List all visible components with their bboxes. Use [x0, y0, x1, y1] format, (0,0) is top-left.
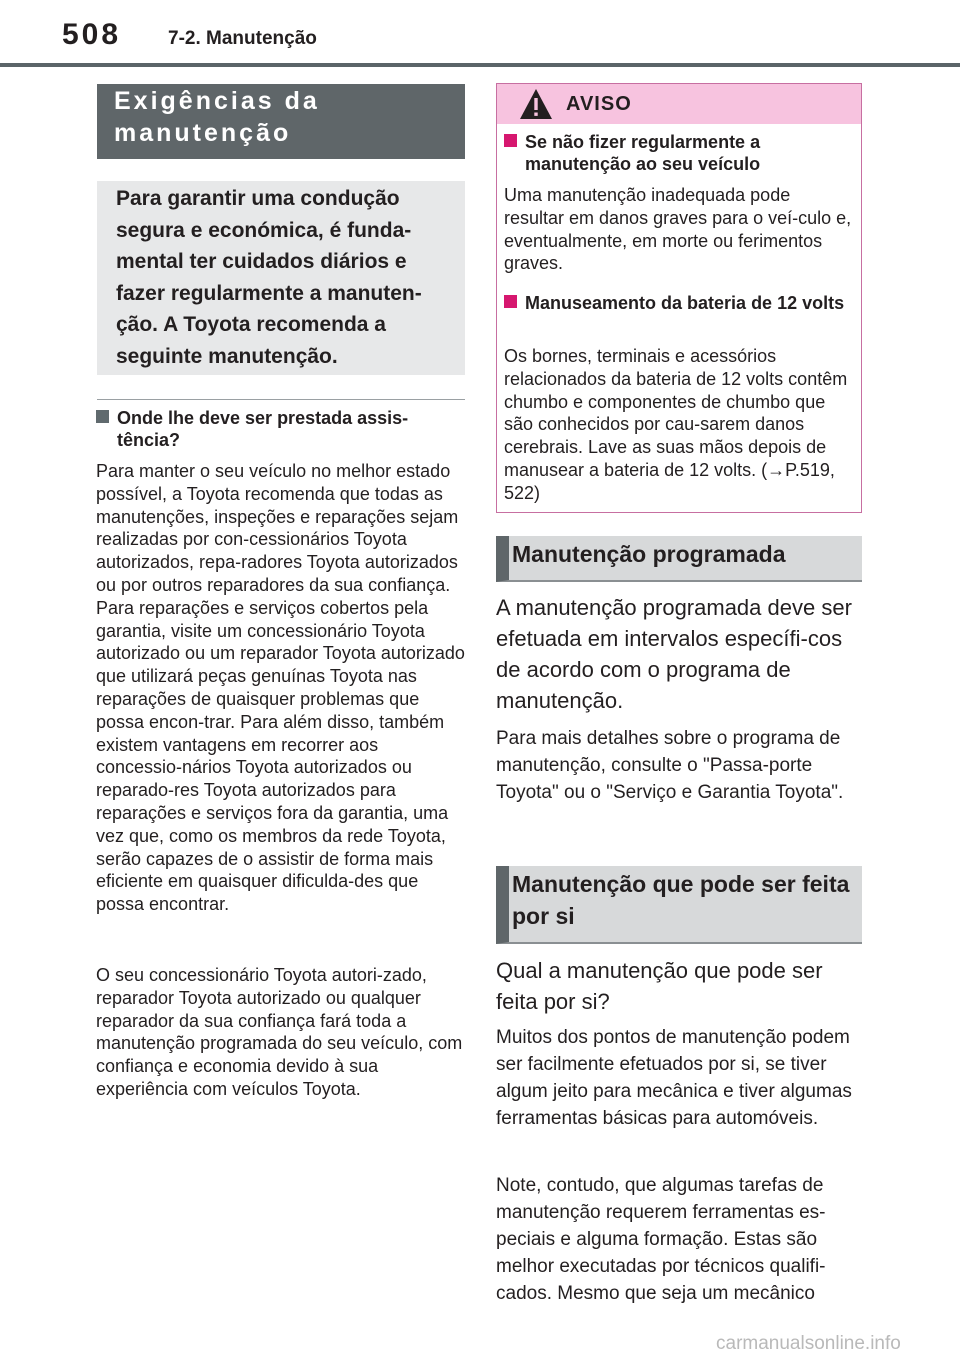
- page-number: 508: [62, 18, 122, 51]
- square-bullet-icon: [504, 134, 517, 147]
- warning-item-heading-label: Se não fizer regularmente a manutenção ao seu veículo: [525, 132, 761, 174]
- warning-item-heading: [504, 292, 854, 314]
- divider: [97, 399, 465, 400]
- warning-item-heading: [504, 131, 854, 175]
- lead-paragraph: Qual a manutenção que pode ser feita por si?: [496, 958, 823, 1014]
- watermark: carmanualsonline.info: [716, 1333, 901, 1354]
- subheading-where-service: [96, 407, 466, 451]
- paragraph: Para manter o seu veículo no melhor estado possível, a Toyota recomenda que todas as manutenções, inspeções e reparações sejam realizadas por con-cessionários Toyota autorizados, repa-radores Toyota autorizados ou por outros reparadores da sua confiança. Para reparações e serviços cobertos pela garantia, visite um concessionário Toyota autorizado ou um reparador Toyota autorizado que utilizará peças genuínas Toyota nas reparações de quaisquer problemas que possa encon-trar. Para além disso, também existem vantagens em recorrer aos concessio-nários Toyota autorizados ou reparado-res Toyota autorizados para reparações e serviços fora da garantia, uma vez que, como os membros da rede Toyota, serão capazes de o assistir de forma mais eficiente em quaisquer dificulda-des que possa encontrar.: [96, 461, 465, 915]
- warning-item-text: Os bornes, terminais e acessórios relacionados da bateria de 12 volts contêm chumbo e componentes de chumbo que são conhecidos por cau-sarem danos cerebrais. Lave as suas mãos depois de manusear a bateria de 12 volts. (→P.519, 522): [504, 346, 848, 503]
- intro-text: Para garantir uma condução segura e económica, é funda-mental ter cuidados diários e fazer regularmente a manuten-ção. A Toyota recomenda a seguinte manutenção.: [116, 187, 422, 368]
- section-title: 7-2. Manutenção: [168, 28, 317, 49]
- warning-item-heading-label: Manuseamento da bateria de 12 volts: [525, 293, 845, 313]
- paragraph: O seu concessionário Toyota autori-zado, reparador Toyota autorizado ou qualquer reparador da sua confiança fará toda a manutenção programada do seu veículo, com confiança e economia devido à sua experiência com veículos Toyota.: [96, 965, 463, 1099]
- lead-paragraph: A manutenção programada deve ser efetuada em intervalos específi-cos de acordo com o programa de manutenção.: [496, 595, 852, 713]
- section-heading-diy: Manutenção que pode ser feita por si: [512, 871, 850, 929]
- section-heading-scheduled: Manutenção programada: [512, 541, 786, 567]
- chapter-title: Exigências da manutenção: [114, 87, 320, 147]
- square-bullet-icon: [504, 295, 517, 308]
- header-rule: [0, 63, 960, 67]
- warning-triangle-icon: [519, 88, 553, 120]
- paragraph: Para mais detalhes sobre o programa de manutenção, consulte o "Passa-porte Toyota" ou o "Serviço e Garantia Toyota".: [496, 728, 844, 803]
- paragraph: Muitos dos pontos de manutenção podem ser facilmente efetuados por si, se tiver algum jeito para mecânica e tiver algumas ferramentas básicas para automóveis.: [496, 1027, 852, 1129]
- warning-title: AVISO: [566, 93, 632, 115]
- paragraph: Note, contudo, que algumas tarefas de manutenção requerem ferramentas es-peciais e alguma formação. Estas são melhor executadas por técnicos qualifi-cados. Mesmo que seja um mecânico: [496, 1175, 826, 1304]
- subheading-label: Onde lhe deve ser prestada assis-tência?: [117, 408, 409, 450]
- square-bullet-icon: [96, 410, 109, 423]
- warning-item-text: Uma manutenção inadequada pode resultar em danos graves para o veí-culo e, eventualmente, em morte ou ferimentos graves.: [504, 185, 852, 274]
